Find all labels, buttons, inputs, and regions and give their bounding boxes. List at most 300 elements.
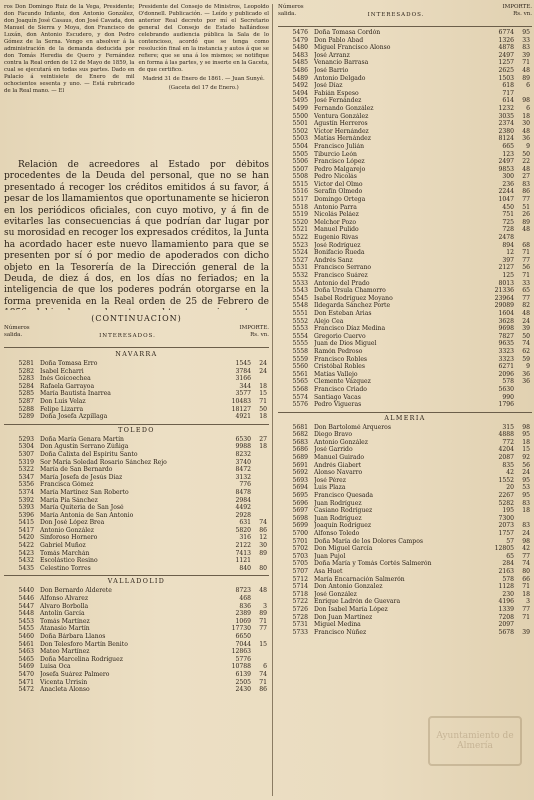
creditor-number: 5293	[18, 435, 34, 443]
creditor-amount-reales: 1604	[498, 309, 514, 317]
creditor-number: 5558	[292, 347, 308, 355]
creditor-name: Mateo Martínez	[40, 648, 90, 656]
creditor-number: 5728	[292, 613, 308, 621]
creditor-name: Antonio del Prado	[314, 279, 370, 287]
creditor-number: 5461	[18, 640, 34, 648]
creditor-amount-reales: 12805	[494, 545, 514, 553]
creditor-row	[278, 37, 532, 45]
creditor-number: 5523	[292, 241, 308, 249]
creditor-number: 5504	[292, 142, 308, 150]
creditor-number: 5440	[18, 587, 34, 595]
creditor-number: 5485	[292, 59, 308, 67]
creditor-amount-cents: 68	[522, 241, 530, 249]
creditor-amount-cents: 77	[522, 256, 530, 264]
creditor-amount-cents	[251, 656, 269, 664]
creditor-amount-reales: 7827	[498, 332, 514, 340]
creditor-amount-reales: 1503	[498, 74, 514, 82]
creditor-number: 5503	[292, 135, 308, 143]
creditor-row	[278, 356, 532, 364]
creditor-amount-reales: 835	[502, 461, 514, 469]
creditor-amount-reales: 3323	[498, 355, 514, 363]
creditor-amount-cents: 53	[522, 484, 530, 492]
creditor-amount-reales: 316	[239, 534, 251, 542]
creditor-number: 5460	[18, 633, 34, 640]
creditor-amount-reales: 3628	[498, 317, 514, 325]
creditor-row	[278, 158, 532, 166]
creditor-name: Francisco Suárez	[314, 272, 368, 279]
creditor-amount-cents: 24	[522, 530, 530, 537]
creditor-amount-cents: 71	[522, 272, 530, 279]
creditor-row	[278, 538, 532, 546]
creditor-number: 5560	[292, 363, 308, 371]
creditor-amount-cents	[251, 497, 269, 505]
province-section	[278, 412, 532, 637]
creditor-amount-reales: 3784	[235, 367, 251, 375]
creditor-name: Gregorio Cuervo	[314, 332, 366, 340]
creditor-amount-reales: 1796	[498, 401, 514, 409]
creditor-row	[4, 534, 269, 542]
creditor-amount-reales: 3577	[235, 390, 251, 398]
creditor-name: Francisco Serrano	[314, 264, 372, 272]
creditor-name: María Antonia de San Antonio	[40, 511, 134, 519]
creditor-row	[278, 462, 532, 470]
creditor-number: 5683	[292, 438, 308, 446]
creditor-amount-reales: 751	[502, 211, 514, 219]
province-section	[4, 575, 269, 693]
creditor-amount-reales: 397	[502, 256, 514, 264]
creditor-number: 5501	[292, 120, 308, 128]
creditor-row	[278, 173, 532, 181]
creditor-name: Agustín Herreros	[314, 120, 368, 128]
creditor-amount-reales: 836	[239, 602, 251, 610]
creditor-amount-reales: 1326	[498, 36, 514, 44]
creditor-number: 5682	[292, 431, 308, 439]
creditor-row	[278, 439, 532, 447]
creditor-name: Isabel Rodríguez Moyano	[314, 294, 393, 302]
creditor-number: 5519	[292, 211, 308, 219]
creditor-name: Antolín García	[40, 610, 85, 618]
creditor-row	[278, 249, 532, 257]
creditor-amount-cents: 15	[259, 640, 267, 648]
creditor-amount-reales: 1232	[498, 104, 514, 112]
creditor-number: 5701	[292, 537, 308, 545]
creditor-name: Serafín Olmedo	[314, 188, 363, 196]
creditor-row	[4, 406, 269, 414]
creditor-amount-reales: 2087	[498, 454, 514, 462]
creditor-number: 5524	[292, 249, 308, 257]
creditor-row	[278, 44, 532, 52]
creditor-row	[4, 413, 269, 421]
creditor-amount-cents: 83	[522, 180, 530, 188]
creditor-amount-reales: 195	[502, 507, 514, 515]
creditor-name: Francisco Díaz Medina	[314, 325, 386, 333]
creditor-name: José Rodríguez	[314, 241, 361, 249]
creditor-row	[4, 618, 269, 626]
creditor-row	[278, 394, 532, 402]
creditor-number: 5288	[18, 405, 34, 413]
creditor-name: Doña Tomasa Erro	[40, 360, 98, 367]
table-header-right	[278, 4, 532, 27]
creditor-name: Celestino Torres	[40, 564, 91, 572]
creditor-row	[278, 530, 532, 538]
creditor-amount-reales: 772	[502, 438, 514, 446]
creditor-amount-reales: 29089	[494, 302, 514, 310]
creditor-amount-reales: 3740	[235, 458, 251, 466]
creditor-row	[278, 67, 532, 75]
creditor-number: 5522	[292, 234, 308, 242]
creditor-name: Anacleta Alonso	[40, 686, 90, 694]
creditor-name: Don Pablo Abad	[314, 36, 364, 44]
creditor-amount-cents	[514, 394, 532, 402]
creditor-number: 5521	[292, 226, 308, 234]
creditor-number: 5507	[292, 165, 308, 173]
creditor-name: Bonifacio Rueda	[314, 249, 365, 257]
creditor-amount-cents: 89	[259, 549, 267, 557]
creditor-row	[278, 75, 532, 83]
creditor-amount-reales: 5776	[235, 655, 251, 663]
creditor-amount-reales: 2389	[235, 610, 251, 618]
creditor-row	[278, 477, 532, 485]
creditor-name: José González	[314, 590, 357, 598]
creditor-number: 5576	[292, 401, 308, 409]
creditor-amount-cents: 18	[522, 112, 530, 120]
creditor-name: Juan Pujol	[314, 552, 346, 560]
province-title: NAVARRA	[115, 351, 158, 358]
creditor-number: 5552	[292, 317, 308, 325]
creditor-name: Sinforoso Hornero	[40, 534, 98, 542]
header-rs-vn: Rs. vn.	[513, 11, 532, 17]
creditor-name: Diego Bravo	[314, 431, 353, 439]
column-divider	[272, 4, 273, 796]
creditor-number: 5548	[292, 302, 308, 310]
creditor-amount-cents: 95	[522, 29, 530, 36]
creditor-number: 5304	[18, 443, 34, 451]
creditor-amount-cents	[251, 595, 269, 603]
creditor-number: 5492	[292, 82, 308, 90]
header-rs-vn: Rs. vn.	[250, 332, 269, 338]
creditor-name: Doña Calixta del Espíritu Santo	[40, 450, 138, 458]
creditor-amount-reales: 125	[502, 272, 514, 279]
creditor-name: Miguel Francisco Alonso	[314, 44, 391, 52]
creditor-number: 5686	[292, 446, 308, 454]
creditor-amount-reales: 618	[502, 82, 514, 90]
creditor-amount-reales: 614	[502, 97, 514, 105]
creditor-number: 5446	[18, 595, 34, 603]
creditor-row	[4, 360, 269, 368]
creditor-row	[4, 436, 269, 444]
creditor-amount-reales: 7413	[235, 549, 251, 557]
creditor-name: Luisa Oca	[40, 663, 71, 671]
creditor-number: 5551	[292, 309, 308, 317]
creditor-amount-reales: 717	[502, 89, 514, 97]
creditor-amount-cents: 3	[526, 598, 530, 606]
creditor-row	[4, 656, 269, 664]
creditor-amount-reales: 1339	[498, 605, 514, 613]
creditor-number: 5284	[18, 382, 34, 390]
creditor-name: Tomás Marchán	[40, 549, 90, 557]
creditor-number: 5476	[292, 29, 308, 36]
creditor-number: 5480	[292, 44, 308, 52]
creditor-row	[278, 363, 532, 371]
creditor-row	[278, 143, 532, 151]
creditor-number: 5574	[292, 393, 308, 401]
creditor-amount-reales: 728	[502, 226, 514, 234]
creditor-name: Doña María y Tomás Cortés Salmerón	[314, 560, 432, 568]
creditor-amount-cents: 82	[522, 302, 530, 310]
creditor-row	[4, 641, 269, 649]
decree-signature: Madrid 31 de Enero de 1861. — Juan Sunyé.	[142, 76, 265, 82]
creditor-amount-cents	[251, 466, 269, 474]
creditor-amount-reales: 344	[239, 382, 251, 390]
creditor-number: 5691	[292, 461, 308, 469]
creditor-amount-reales: 578	[502, 575, 514, 583]
creditor-name: Antonio Delgado	[314, 74, 366, 82]
creditor-row	[278, 90, 532, 98]
creditor-number: 5287	[18, 397, 34, 405]
creditor-number: 5694	[292, 484, 308, 492]
creditor-amount-reales: 631	[239, 519, 251, 527]
creditor-amount-cents: 86	[259, 526, 267, 534]
creditor-name: Andrés Giabert	[314, 461, 362, 469]
table-header-left	[4, 325, 269, 348]
creditor-amount-reales: 284	[502, 560, 514, 568]
creditor-amount-reales: 6139	[235, 670, 251, 678]
creditor-amount-reales: 4878	[498, 44, 514, 52]
creditor-name: Asa Huet	[314, 567, 343, 575]
creditor-amount-cents: 89	[259, 610, 267, 618]
creditor-amount-reales: 2163	[498, 567, 514, 575]
creditor-name: Alonso Navarro	[314, 469, 363, 477]
creditor-row	[278, 576, 532, 584]
creditor-amount-cents	[251, 512, 269, 520]
creditor-amount-cents: 95	[522, 476, 530, 484]
creditor-amount-cents: 83	[522, 44, 530, 52]
creditor-amount-cents	[251, 633, 269, 641]
creditor-amount-cents: 48	[259, 587, 267, 595]
creditor-amount-reales: 5630	[498, 385, 514, 393]
creditor-number: 5283	[18, 375, 34, 383]
creditor-row	[4, 459, 269, 467]
creditor-amount-reales: 1257	[498, 59, 514, 67]
creditor-row	[4, 504, 269, 512]
creditor-row	[278, 52, 532, 60]
creditor-number: 5506	[292, 158, 308, 166]
creditor-amount-reales: 8472	[235, 466, 251, 474]
creditor-amount-reales: 2127	[498, 264, 514, 272]
creditor-name: Josefa Suárez Palmero	[40, 670, 110, 678]
creditor-amount-cents	[251, 474, 269, 482]
creditor-row	[278, 591, 532, 599]
creditor-amount-cents: 48	[522, 66, 530, 74]
creditor-amount-cents	[251, 459, 269, 467]
creditor-amount-cents: 39	[522, 51, 530, 59]
creditor-name: Ventura González	[314, 112, 369, 120]
creditor-amount-reales: 1128	[498, 583, 514, 591]
creditor-name: Nicolás Peláez	[314, 211, 359, 219]
creditor-name: Don José López Brea	[40, 519, 105, 527]
creditor-number: 5479	[292, 36, 308, 44]
creditor-amount-reales: 3323	[498, 347, 514, 355]
creditor-amount-cents: 80	[522, 567, 530, 575]
creditor-amount-cents: 27	[259, 435, 267, 443]
creditor-amount-cents: 24	[259, 360, 267, 367]
creditor-number: 5471	[18, 678, 34, 686]
creditor-amount-cents: 51	[522, 203, 530, 211]
creditor-row	[278, 295, 532, 303]
creditor-amount-cents: 15	[522, 446, 530, 454]
decree-text-right	[139, 4, 270, 154]
creditor-amount-reales: 5820	[235, 526, 251, 534]
creditor-amount-reales: 2625	[498, 66, 514, 74]
creditor-amount-cents: 24	[522, 469, 530, 477]
creditor-amount-cents: 48	[522, 226, 530, 234]
creditor-amount-cents	[514, 621, 532, 629]
creditor-number: 5508	[292, 173, 308, 181]
creditor-row	[278, 318, 532, 326]
creditor-amount-cents: 59	[522, 355, 530, 363]
creditor-row	[278, 59, 532, 67]
creditor-amount-cents: 22	[522, 158, 530, 166]
creditor-number: 5494	[292, 89, 308, 97]
creditor-amount-reales: 300	[502, 173, 514, 181]
creditor-amount-reales: 9988	[235, 443, 251, 451]
creditor-row	[278, 242, 532, 250]
creditor-amount-cents: 83	[522, 522, 530, 530]
creditor-amount-reales: 7300	[498, 514, 514, 522]
creditor-amount-reales: 9853	[498, 165, 514, 173]
creditor-amount-cents: 71	[522, 583, 530, 591]
creditor-amount-cents: 48	[522, 127, 530, 135]
creditor-number: 5392	[18, 496, 34, 504]
creditor-row	[278, 340, 532, 348]
creditor-row	[4, 648, 269, 656]
creditor-amount-reales: 8124	[498, 135, 514, 143]
creditor-number: 5681	[292, 423, 308, 431]
creditor-number: 5692	[292, 469, 308, 477]
creditor-amount-reales: 4204	[498, 446, 514, 454]
creditor-amount-cents: 74	[259, 519, 267, 527]
creditor-amount-reales: 3035	[498, 112, 514, 120]
creditor-amount-reales: 12	[506, 249, 514, 257]
creditor-amount-cents: 9	[526, 142, 530, 150]
creditor-amount-reales: 1552	[498, 476, 514, 484]
creditor-name: Pedro Vigueras	[314, 401, 362, 409]
creditor-number: 5448	[18, 610, 34, 618]
creditor-amount-cents	[514, 515, 532, 523]
creditor-amount-reales: 10788	[231, 663, 251, 671]
creditor-name: Don Esteban Arias	[314, 309, 372, 317]
creditor-amount-cents: 77	[522, 552, 530, 560]
creditor-name: Luis Plaza	[314, 484, 346, 492]
creditor-row	[278, 386, 532, 394]
creditor-row	[4, 671, 269, 679]
creditor-name: Juan Rodríguez	[314, 514, 362, 522]
creditor-row	[278, 97, 532, 105]
creditor-amount-cents: 48	[522, 165, 530, 173]
creditor-amount-reales: 6271	[498, 363, 514, 371]
creditor-number: 5554	[292, 332, 308, 340]
creditor-name: José Arranz	[314, 51, 350, 59]
creditor-row	[278, 469, 532, 477]
creditor-row	[278, 310, 532, 318]
creditor-name: Antonio González	[314, 438, 368, 446]
creditor-row	[278, 431, 532, 439]
creditor-name: Clemente Vázquez	[314, 378, 371, 386]
creditor-row	[4, 663, 269, 671]
creditor-amount-cents: 18	[522, 438, 530, 446]
creditor-name: Don Luis Velaz	[40, 397, 86, 405]
creditor-amount-cents: 26	[522, 211, 530, 219]
creditor-amount-cents	[514, 90, 532, 98]
creditor-row	[278, 598, 532, 606]
creditor-row	[4, 489, 269, 497]
creditor-amount-reales: 4196	[498, 598, 514, 606]
creditor-number: 5714	[292, 583, 308, 591]
creditor-row	[278, 515, 532, 523]
creditor-row	[278, 280, 532, 288]
creditor-row	[4, 519, 269, 527]
creditor-number: 5483	[292, 51, 308, 59]
creditor-number: 5307	[18, 450, 34, 458]
creditor-name: Pedro Malgarejo	[314, 165, 366, 173]
creditor-name: María de San Bernardo	[40, 466, 113, 474]
creditor-amount-reales: 230	[502, 590, 514, 598]
creditor-number: 5453	[18, 617, 34, 625]
creditor-amount-reales: 5678	[498, 628, 514, 636]
creditor-name: Joaquín Rodríguez	[314, 522, 372, 530]
creditor-amount-cents	[251, 489, 269, 497]
province-section	[4, 350, 269, 421]
creditor-row	[4, 497, 269, 505]
creditor-amount-cents: 89	[522, 74, 530, 82]
creditor-number: 5696	[292, 499, 308, 507]
creditor-row	[4, 375, 269, 383]
creditor-row	[278, 454, 532, 462]
creditor-row	[4, 466, 269, 474]
creditor-amount-cents: 18	[259, 443, 267, 451]
creditor-number: 5700	[292, 530, 308, 537]
creditor-amount-reales: 450	[502, 203, 514, 211]
creditor-amount-cents: 9	[526, 363, 530, 371]
creditor-amount-cents: 50	[522, 332, 530, 340]
creditor-row	[4, 390, 269, 398]
creditor-number: 5733	[292, 628, 308, 636]
creditor-name: Inés Goicoechea	[40, 375, 91, 383]
creditor-name: Francisco Criado	[314, 385, 367, 393]
creditor-number: 5415	[18, 519, 34, 527]
creditor-number: 5515	[292, 180, 308, 188]
creditor-row	[4, 587, 269, 595]
creditor-name: Manuel Pulido	[314, 226, 359, 234]
creditor-row	[278, 287, 532, 295]
creditor-amount-cents: 18	[522, 590, 530, 598]
creditor-name: Vicenta Urrisín	[40, 678, 88, 686]
creditor-name: Santiago Vacas	[314, 393, 361, 401]
creditor-amount-cents: 12	[259, 534, 267, 542]
creditor-name: Tomás Martínez	[40, 617, 90, 625]
creditor-row	[4, 565, 269, 573]
creditor-row	[278, 325, 532, 333]
creditor-row	[278, 234, 532, 242]
creditor-amount-cents	[251, 648, 269, 656]
creditor-amount-cents: 92	[522, 454, 530, 462]
creditor-amount-cents: 48	[522, 309, 530, 317]
creditor-name: Felipe Lizarra	[40, 405, 84, 413]
creditor-amount-cents: 56	[522, 264, 530, 272]
creditor-number: 5289	[18, 413, 34, 421]
creditor-row	[278, 492, 532, 500]
creditor-amount-cents: 56	[522, 461, 530, 469]
